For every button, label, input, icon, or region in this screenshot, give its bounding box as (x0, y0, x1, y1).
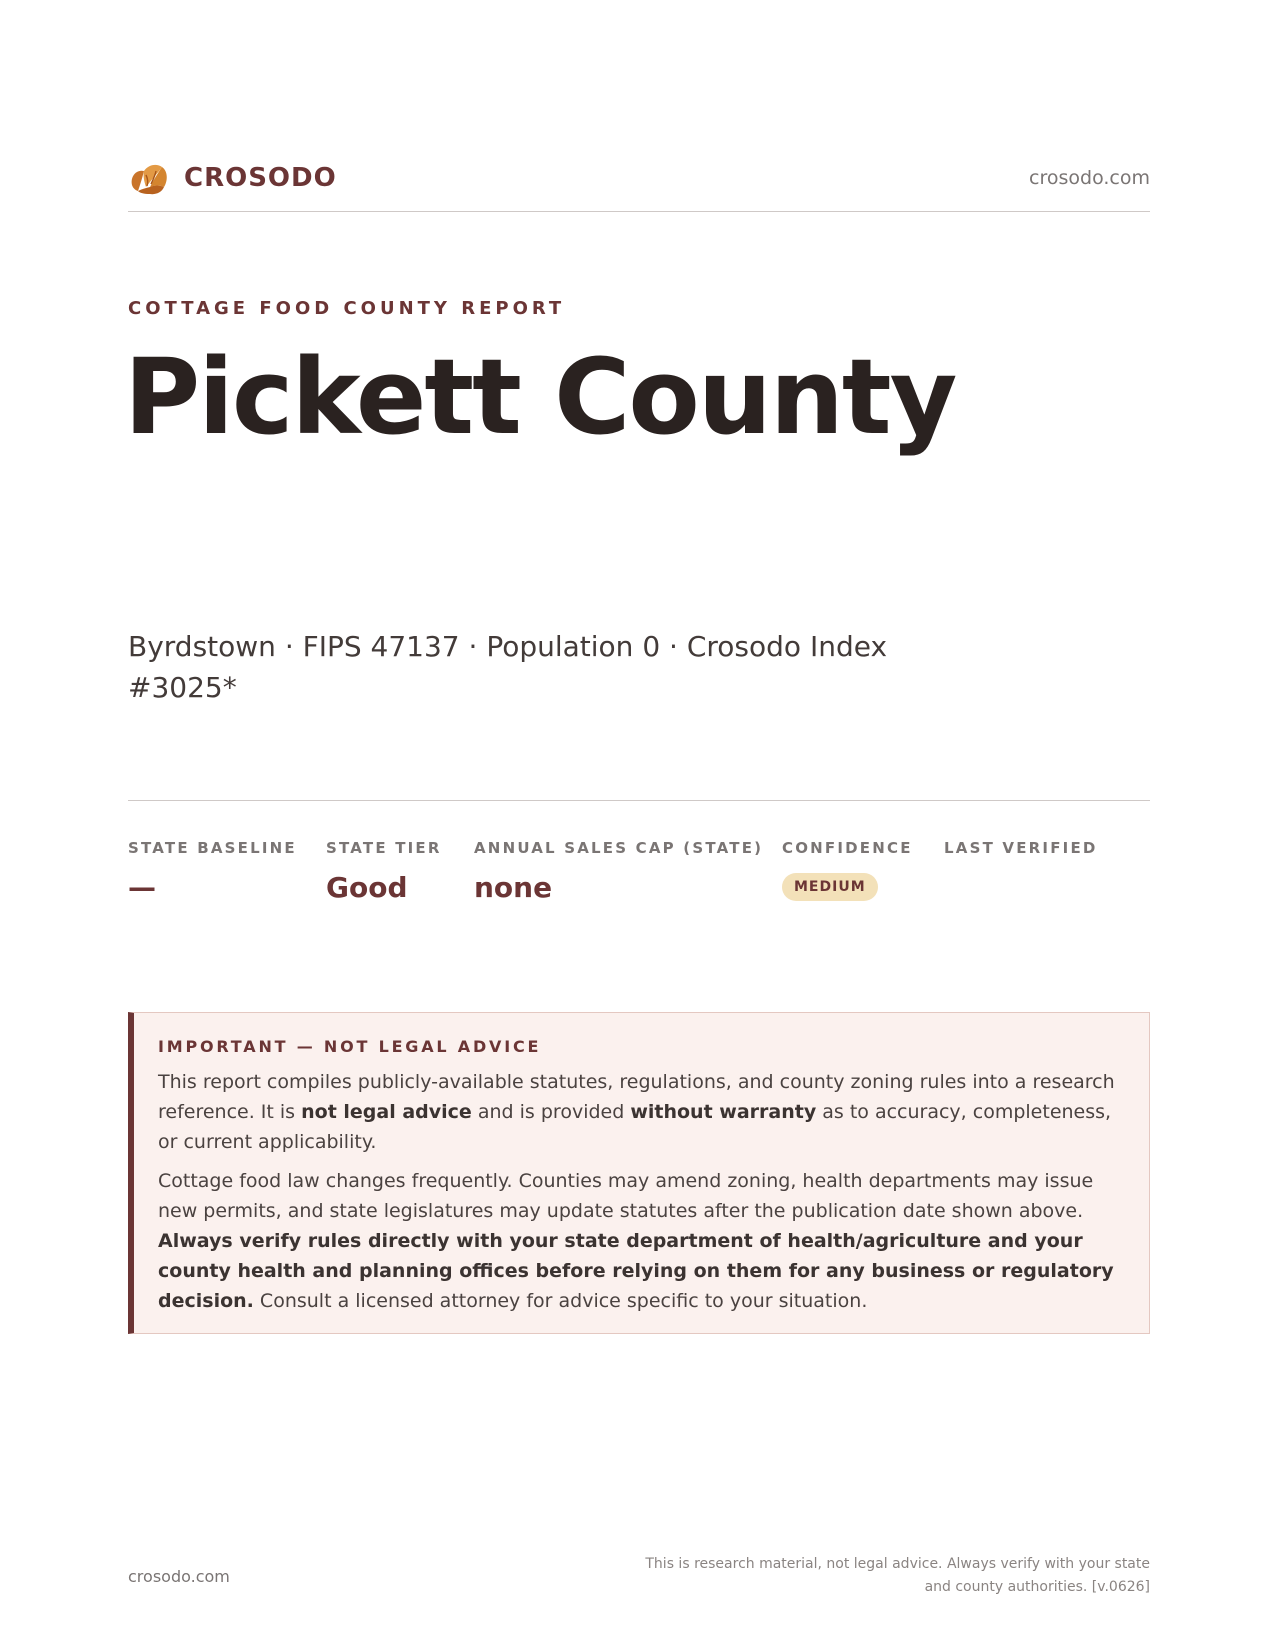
notice-paragraph (158, 1067, 1118, 1157)
notice-text: This report compiles publicly-available statutes, regulations, and county zoning rules into a research reference. It is (158, 1071, 1115, 1123)
stat-label: STATE TIER (326, 839, 442, 857)
page-title: Pickett County (124, 336, 956, 458)
footer-disclaimer (610, 1553, 1150, 1599)
croissant-icon (128, 159, 170, 197)
notice-text: as to accuracy, completeness, or current applicability. (158, 1101, 1112, 1153)
stat-state-baseline (128, 839, 297, 904)
notice-emphasis: without warranty (630, 1101, 817, 1123)
brand-name: CROSODO (184, 163, 337, 193)
stat-label: ANNUAL SALES CAP (STATE) (474, 839, 764, 857)
notice-paragraph (158, 1166, 1118, 1316)
stats-row (128, 800, 1150, 911)
site-url[interactable]: crosodo.com (1029, 167, 1150, 189)
stat-last-verified (944, 839, 1098, 871)
footer-url[interactable]: crosodo.com (128, 1567, 230, 1586)
stat-confidence (782, 839, 913, 901)
stat-label: LAST VERIFIED (944, 839, 1098, 857)
stat-label: STATE BASELINE (128, 839, 297, 857)
report-page (124, 0, 1150, 1650)
report-subtitle: Byrdstown · FIPS 47137 · Population 0 · Crosodo Index #3025* (128, 630, 888, 704)
brand (128, 159, 337, 197)
footer-disclaimer-line: This is research material, not legal advice. Always verify with your state (645, 1556, 1150, 1572)
page-header (128, 155, 1150, 212)
stat-sales-cap (474, 839, 763, 904)
report-eyebrow: COTTAGE FOOD COUNTY REPORT (128, 298, 566, 319)
stat-state-tier (326, 839, 442, 904)
notice-text: Consult a licensed attorney for advice specific to your situation. (253, 1290, 868, 1312)
stat-value: — (128, 871, 156, 904)
notice-emphasis: Always verify rules directly with your state department of health/agriculture and your county health and planning offices before relying on them for any business or regulatory decision. (158, 1230, 1114, 1312)
notice-text: Cottage food law changes frequently. Counties may amend zoning, health departments may issue new permits, and state legislatures may update statutes after the publication date shown above. (158, 1170, 1094, 1222)
notice-title: IMPORTANT — NOT LEGAL ADVICE (158, 1037, 542, 1056)
confidence-badge: MEDIUM (782, 873, 878, 901)
footer-disclaimer-line: and county authorities. [v.0626] (924, 1579, 1150, 1595)
notice-body (158, 1067, 1118, 1325)
notice-text: and is provided (471, 1101, 631, 1123)
notice-emphasis: not legal advice (301, 1101, 472, 1123)
legal-notice (128, 1012, 1150, 1334)
stat-value: Good (326, 871, 408, 904)
stat-value: none (474, 871, 553, 904)
stat-label: CONFIDENCE (782, 839, 913, 857)
